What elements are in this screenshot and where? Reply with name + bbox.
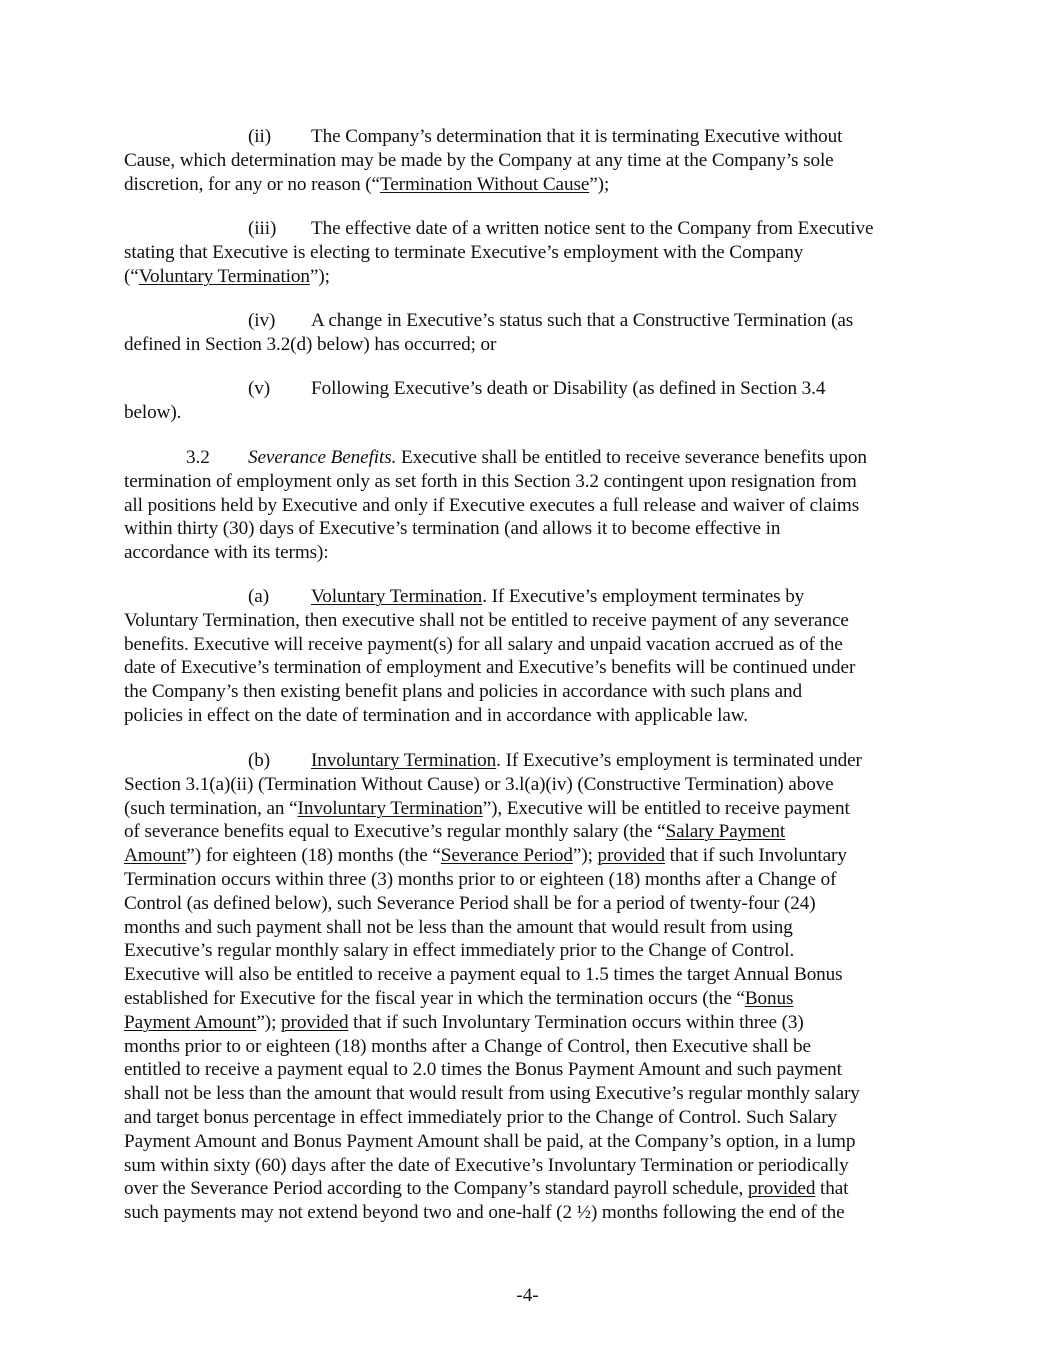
defined-term: Involuntary Termination: [297, 797, 483, 819]
defined-term: Severance Period: [440, 845, 573, 867]
clause-ii: (ii) The Company’s determination that it is terminating Executive without Cause, which determination may be made by the Company at any time at the Company’s sole discretion, for any or no reason (“Termination Without Cause”);: [124, 126, 843, 195]
clause-iii: (iii) The effective date of a written notice sent to the Company from Executive stating that Executive is electing to terminate Executive’s employment with the Company (“Voluntary Termination”);: [124, 218, 874, 287]
subsection-number: (b): [248, 750, 271, 771]
section-3-2: 3.2 Severance Benefits. Executive shall be entitled to receive severance benefits upon termination of employment only as set forth in this Section 3.2 contingent upon resignation from all positions held by Executive and only if Executive executes a full release and waiver of claims within thirty (30) days of Executive’s termination (and allows it to become effective in accordance with its terms):: [124, 447, 867, 564]
subsection-title: Involuntary Termination: [311, 750, 497, 771]
proviso-term: provided: [747, 1178, 816, 1200]
defined-term: Salary Payment Amount: [124, 821, 786, 867]
defined-term: Bonus Payment Amount: [124, 987, 794, 1033]
clause-number: (v): [248, 378, 271, 399]
clause-iv: (iv) A change in Executive’s status such that a Constructive Termination (as defined in Section 3.2(d) below) has occurred; or: [124, 310, 854, 355]
page-number: -4-: [516, 1285, 539, 1306]
proviso-term: provided: [597, 845, 665, 867]
proviso-term: provided: [281, 1011, 349, 1033]
subsection-title: Voluntary Termination: [311, 586, 483, 607]
subsection-number: (a): [248, 586, 269, 607]
defined-term: Voluntary Termination: [138, 265, 310, 287]
section-heading: Severance Benefits.: [248, 447, 397, 468]
subsection-b: (b) Involuntary Termination. If Executive’s employment is terminated under Section 3.1(a)(ii) (Termination Without Cause) or 3.l(a)(iv) (Constructive Termination) above (such termination, an “Involuntary Termination”), Executive will be entitled to receive payment of severance benefits equal to Executive’s regular monthly salary (the “Salary Payment Amount”) for eighteen (18) months (the “Severance Period”); provided that if such Involuntary Termination occurs within three (3) months prior to or eighteen (18) months after a Change of Control (as defined below), such Severance Period shall be for a period of twenty-four (24) months and such payment shall not be less than the amount that would result from using Executive’s regular monthly salary in effect immediately prior to the Change of Control. Executive will also be entitled to receive a payment equal to 1.5 times the target Annual Bonus established for Executive for the fiscal year in which the termination occurs (the “Bonus Payment Amount”); provided that if such Involuntary Termination occurs within three (3) months prior to or eighteen (18) months after a Change of Control, then Executive shall be entitled to receive a payment equal to 2.0 times the Bonus Payment Amount and such payment shall not be less than the amount that would result from using Executive’s regular monthly salary and target bonus percentage in effect immediately prior to the Change of Control. Such Salary Payment Amount and Bonus Payment Amount shall be paid, at the Company’s option, in a lump sum within sixty (60) days after the date of Executive’s Involuntary Termination or periodically over the Severance Period according to the Company’s standard payroll schedule, provided that such payments may not extend beyond two and one-half (2 ½) months following the end of the: [124, 750, 862, 1224]
clause-number: (ii): [248, 126, 272, 147]
subsection-a: (a) Voluntary Termination. If Executive’s employment terminates by Voluntary Termination, then executive shall not be entitled to receive payment of any severance benefits. Executive will receive payment(s) for all salary and unpaid vacation accrued as of the date of Executive’s termination of employment and Executive’s benefits will be continued under the Company’s then existing benefit plans and policies in accordance with such plans and policies in effect on the date of termination and in accordance with applicable law.: [124, 586, 856, 726]
section-number: 3.2: [186, 447, 210, 468]
clause-number: (iv): [248, 310, 276, 331]
clause-v: (v) Following Executive’s death or Disability (as defined in Section 3.4 below).: [124, 378, 826, 423]
clause-number: (iii): [248, 218, 277, 239]
defined-term: Termination Without Cause: [379, 173, 590, 195]
